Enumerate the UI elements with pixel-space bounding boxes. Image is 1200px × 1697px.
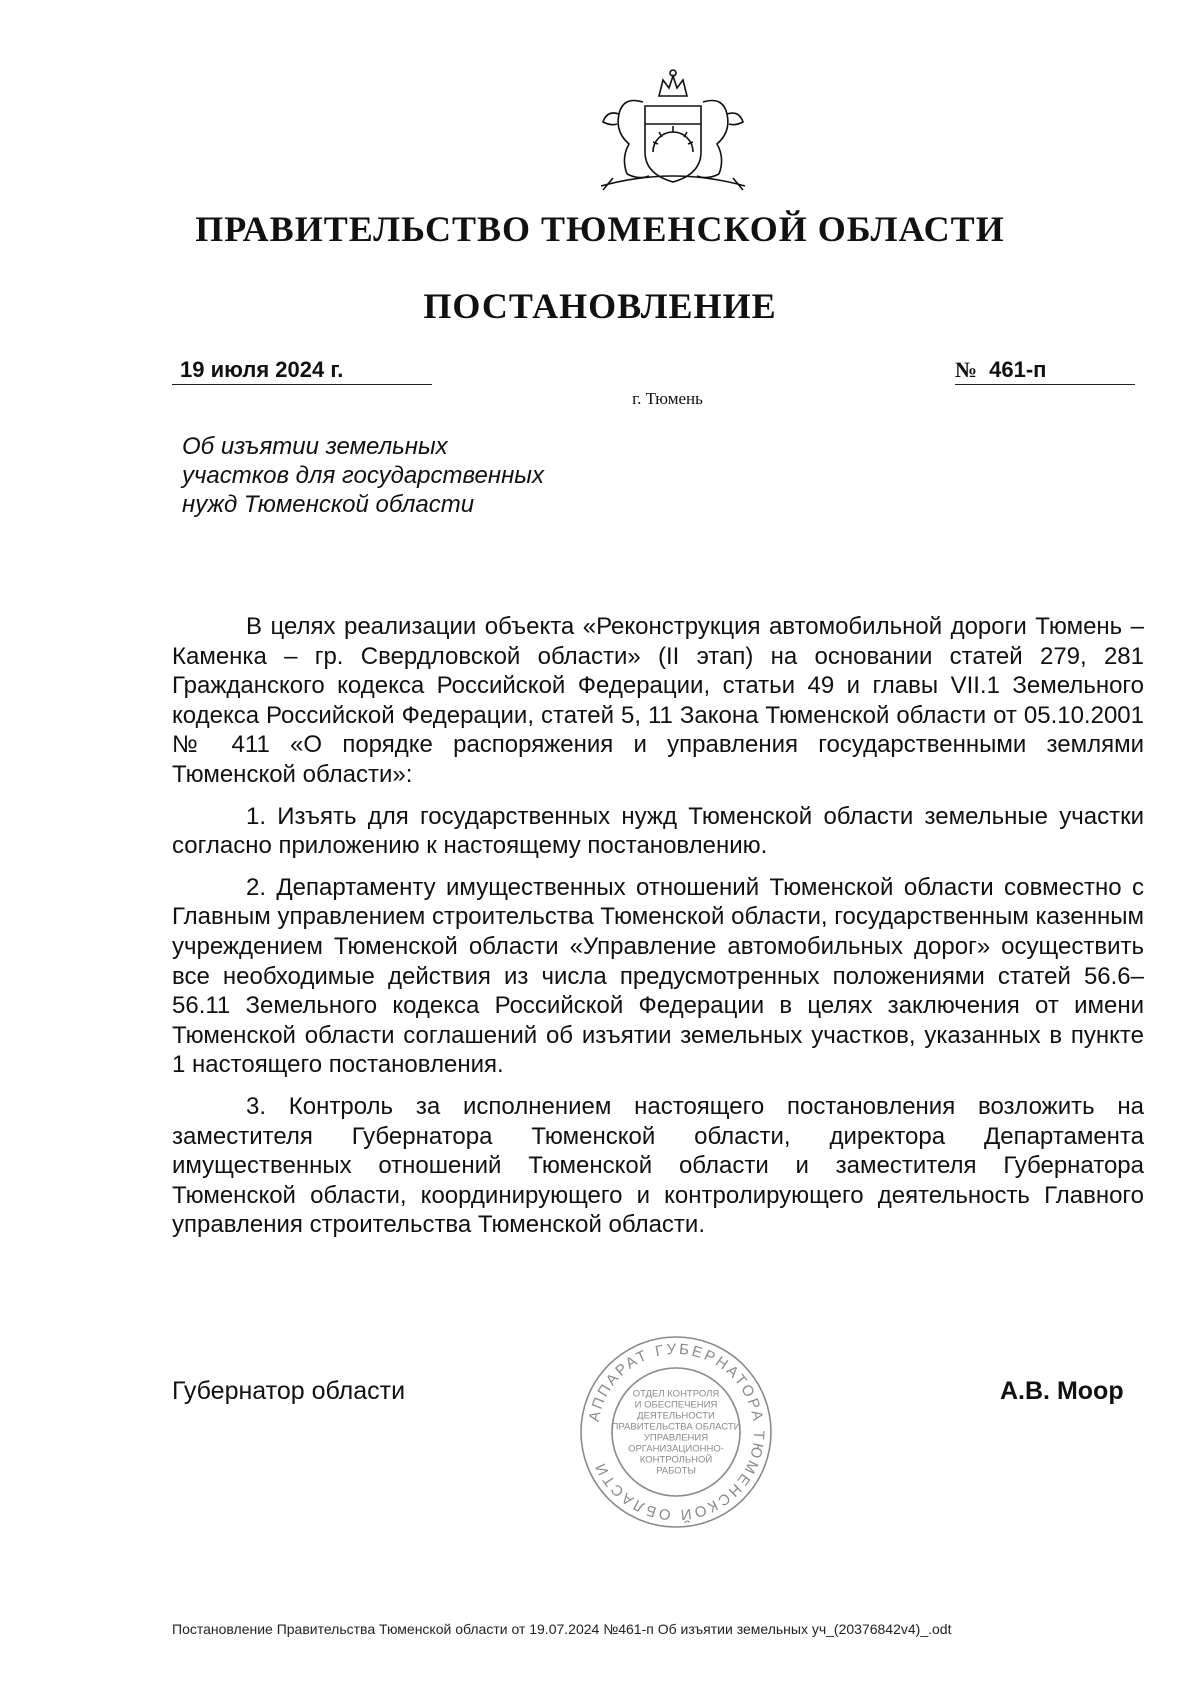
stamp-inner-line: УПРАВЛЕНИЯ bbox=[643, 1432, 709, 1444]
document-number: 461-п bbox=[989, 357, 1047, 382]
number-sign: № bbox=[955, 357, 978, 382]
stamp-inner-line: КОНТРОЛЬНОЙ bbox=[639, 1454, 713, 1466]
body-paragraph-2: 2. Департаменту имущественных отношений Тюменской области совместно с Главным управлением строительства Тюменской области, государственным казенным учреждением Тюменской области «Управление автомобильных дорог» осуществить все необходимые действия из числа предусмотренных положениями статей 56.6–56.11 Земельного кодекса Российской Федерации в целях заключения от имени Тюменской области соглашений об изъятии земельных участков, указанных в пункте 1 настоящего постановления. bbox=[172, 873, 1144, 1079]
document-date: 19 июля 2024 г. bbox=[172, 356, 432, 385]
stamp-inner-line: ОТДЕЛ КОНТРОЛЯ bbox=[632, 1388, 720, 1400]
subject-line: нужд Тюменской области bbox=[182, 491, 475, 518]
svg-text:АППАРАТ ГУБЕРНАТОРА ТЮМЕНСКОЙ: АППАРАТ ГУБЕРНАТОРА ТЮМЕНСКОЙ ОБЛАСТИ bbox=[585, 1340, 768, 1524]
coat-of-arms-icon bbox=[593, 66, 753, 192]
official-stamp bbox=[576, 1332, 776, 1532]
stamp-inner-line: ПРАВИТЕЛЬСТВА ОБЛАСТИ bbox=[611, 1421, 741, 1433]
document-number-field bbox=[955, 356, 1135, 385]
stamp-inner-line: ОРГАНИЗАЦИОННО- bbox=[628, 1443, 724, 1455]
body-paragraph-3: 3. Контроль за исполнением настоящего постановления возложить на заместителя Губернатора Тюменской области, директора Департамента имущественных отношений Тюменской области и заместителя Губернатора Тюменской области, координирующего и контролирующего деятельность Главного управления строительства Тюменской области. bbox=[172, 1092, 1144, 1239]
body-paragraph-1: 1. Изъять для государственных нужд Тюменской области земельные участки согласно приложению к настоящему постановлению. bbox=[172, 802, 1144, 860]
organization-title: ПРАВИТЕЛЬСТВО ТЮМЕНСКОЙ ОБЛАСТИ bbox=[195, 209, 1005, 249]
signatory-name: А.В. Моор bbox=[1000, 1377, 1124, 1405]
body-paragraph-preamble: В целях реализации объекта «Реконструкция автомобильной дороги Тюмень – Каменка – гр. Свердловской области» (II этап) на основании статей 279, 281 Гражданского кодекса Российской Федерации, статьи 49 и главы VII.1 Земельного кодекса Российской Федерации, статей 5, 11 Закона Тюменской области от 05.10.2001 № 411 «О порядке распоряжения и управления государственными землями Тюменской области»: bbox=[172, 613, 1144, 788]
subject-line: Об изъятии земельных bbox=[182, 433, 448, 460]
document-city: г. Тюмень bbox=[632, 389, 703, 408]
stamp-inner-line: И ОБЕСПЕЧЕНИЯ bbox=[634, 1399, 718, 1411]
stamp-inner-line: РАБОТЫ bbox=[656, 1465, 696, 1477]
stamp-inner-line: ДЕЯТЕЛЬНОСТИ bbox=[637, 1410, 715, 1422]
document-type-title: ПОСТАНОВЛЕНИЕ bbox=[423, 286, 777, 326]
document-footer: Постановление Правительства Тюменской области от 19.07.2024 №461-п Об изъятии земельных уч_(20376842v4)_.odt bbox=[172, 1621, 952, 1637]
document-body bbox=[172, 612, 1144, 1252]
document-subject bbox=[182, 432, 662, 519]
signatory-title: Губернатор области bbox=[172, 1377, 406, 1405]
subject-line: участков для государственных bbox=[182, 462, 544, 489]
